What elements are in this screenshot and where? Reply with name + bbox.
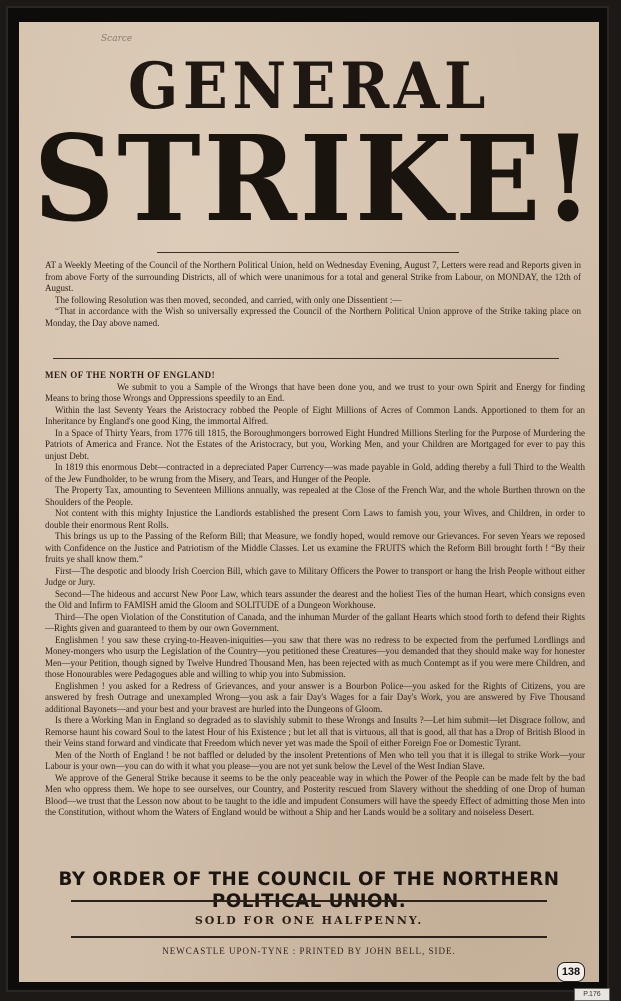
address-paragraph: In 1819 this enormous Debt—contracted in a depreciated Paper Currency—was made payable in Gold, adding thereby a full Third to the Wealth of the Jew Fundholder, to be wrung from the Misery, and Tears, and Hunger of the People. <box>45 462 585 484</box>
meeting-paragraph: AT a Weekly Meeting of the Council of the Northern Political Union, held on Wednesday Evening, August 7, Letters were read and Reports given in from above Forty of the surrounding Districts, all of which were unanimous for a total and general Strike from Labour, on MONDAY, the 12th of August. <box>45 260 581 293</box>
catalogue-code-tag: P.176 <box>574 988 610 1001</box>
address-paragraph: Englishmen ! you asked for a Redress of Grievances, and your answer is a Bourbon Police—you asked for the Rights of Citizens, you are answered by fresh Outrage and unexampled Wrong—you ask a fair Day's Wages for a fair Day's Work, you are answered by Five Thousand additional Bayonets—and your best and your bravest are hurled into the Dungeons of Gloom. <box>45 680 585 714</box>
headline-general: GENERAL <box>127 49 491 124</box>
address-paragraph: We approve of the General Strike because it seems to be the only peaceable way in which the Power of the People can be made felt by the bad Men who oppress them. We hope to see ourselves, our Country, and Posterity rescued from Slavery without the shedding of one Drop of human Blood—we trust that the Lesson now about to be taught to the idle and impudent Consumers will have the speedy Effect of admitting those Men into the Constitution, without whom the Waters of England would be without a Ship and her Lands would be a solitary and noiseless Desert. <box>45 772 585 817</box>
address-paragraph: Not content with this mighty Injustice the Landlords established the present Corn Laws to famish you, your Wives, and Children, in order to double their enormous Rent Rolls. <box>45 508 585 530</box>
address-paragraph: Within the last Seventy Years the Aristocracy robbed the People of Eight Millions of Acres of Common Lands. Apportioned to them for an Inheritance by England's one good King, the immortal Alfred. <box>45 404 585 426</box>
divider-under-headline <box>157 252 459 253</box>
address-heading: MEN OF THE NORTH OF ENGLAND! <box>45 370 216 380</box>
printer-imprint: NEWCASTLE UPON-TYNE : PRINTED BY JOHN BELL, SIDE. <box>162 946 456 956</box>
address-paragraph: Englishmen ! you saw these crying-to-Heaven-iniquities—you saw that there was no redress to be expected from the perfumed Lordlings and Money-mongers who usurp the Legislation of the Country—you petitioned these Creatures—you demanded that they should make way for honester Men—your Petition, though signed by Twelve Hundred Thousand Men, has been rejected with as much Contempt as if you were mere Children, and those Honourables were Pedagogues able and willing to whip you into Submission. <box>45 634 585 679</box>
address-body <box>45 370 585 819</box>
meeting-report <box>45 260 581 329</box>
address-paragraph: Men of the North of England ! be not baffled or deluded by the insolent Pretentions of Men who tell you that it is illegal to strike Work—your Labour is your own—you can do with it what you please—you are not yet sunk below the Level of the West Indian Slave. <box>45 749 585 771</box>
address-paragraph: Second—The hideous and accurst New Poor Law, which tears assunder the dearest and the holiest Ties of the human Heart, which consigns even the Old and Infirm to FAMISH amid the Gloom and SOLITUDE of a Dungeon Workhouse. <box>45 588 585 610</box>
price-line: SOLD FOR ONE HALFPENNY. <box>194 914 424 927</box>
resolution-intro: The following Resolution was then moved, seconded, and carried, with only one Dissentient :— <box>55 294 402 305</box>
divider-under-resolution <box>53 358 559 359</box>
address-paragraph: In a Space of Thirty Years, from 1776 till 1815, the Boroughmongers borrowed Eight Hundred Millions Sterling for the Purpose of Murdering the Patriots of America and France. Not the Estates of the Aristocracy, but you, Working Men, and your Children are Mortgaged for ever to pay this unjust Debt. <box>45 427 585 461</box>
address-paragraph: Is there a Working Man in England so degraded as to slavishly submit to these Wrongs and Insults ?—Let him submit—let Disgrace follow, and Remorse haunt his coward Soul to the latest Hour of his Existence ; but let all that is virtuous, all that is good, all that has a Drop of British Blood in their Veins stand forward and vindicate that Freedom which never yet was made the Spoil of either Foreign Foe or Domestic Tyrant. <box>45 715 585 748</box>
address-paragraph: The Property Tax, amounting to Seventeen Millions annually, was repealed at the Close of the French War, and the whole Burthen thrown on the Shoulders of the People. <box>45 485 585 507</box>
order-of-council: BY ORDER OF THE COUNCIL OF THE NORTHERN POLITICAL UNION. <box>58 868 560 912</box>
poster-sheet <box>19 22 599 982</box>
divider-above-price <box>71 900 547 902</box>
pencil-annotation: Scarce <box>101 34 133 44</box>
resolution-text: “That in accordance with the Wish so universally expressed the Council of the Northern Political Union approve of the Strike taking place on Monday, the Day above named. <box>45 306 581 328</box>
catalogue-number-tag: 138 <box>557 962 585 982</box>
divider-below-price <box>71 936 547 938</box>
address-paragraph: First—The despotic and bloody Irish Coercion Bill, which gave to Military Officers the Power to transport or hang the Irish People without either Judge or Jury. <box>45 565 585 587</box>
address-paragraph: We submit to you a Sample of the Wrongs that have been done you, and we trust to your own Spirit and Energy for finding Means to bring those Wrongs and Oppressions speedily to an End. <box>45 381 585 403</box>
address-paragraph: This brings us up to the Passing of the Reform Bill; that Measure, we fondly hoped, would remove our Grievances. For seven Years we reposed with Confidence on the Justice and Patriotism of the Middle Classes. Let us examine the FRUITS which the Reform Bill brought forth ! “By their fruits ye shall know them.” <box>45 531 585 564</box>
address-paragraph: Third—The open Violation of the Constitution of Canada, and the inhuman Murder of the gallant Hearts which stood forth to defend their Rights—Rights given and guaranteed to them by our own Government. <box>45 611 585 633</box>
headline-strike: STRIKE! <box>33 109 596 248</box>
